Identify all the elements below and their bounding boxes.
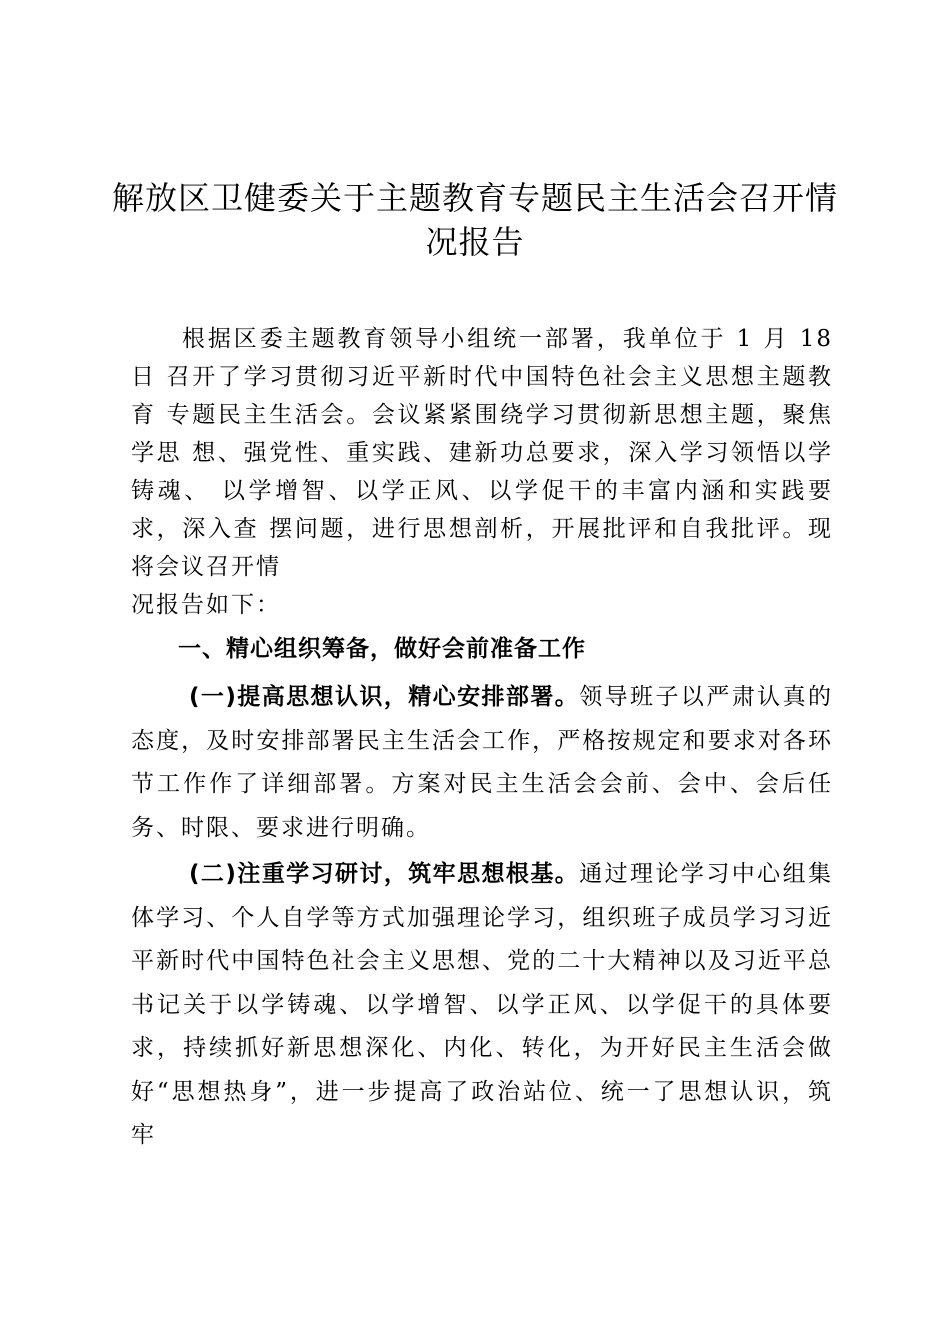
document-title: 解放区卫健委关于主题教育专题民主生活会召开情况报告 (111, 179, 838, 261)
item-1-paragraph (131, 676, 833, 850)
item-2-title: (二)注重学习研讨，筑牢思想根基。 (189, 861, 580, 887)
item-2-paragraph (131, 853, 833, 1158)
section-heading-1: 一、精心组织筹备，做好会前准备工作 (178, 636, 586, 662)
item-2-body: 通过理论学习中心组集体学习、个人自学等方式加强理论学习，组织班子成员学习习近平新时代中国特色社会主义思想、党的二十大精神以及习近平总书记关于以学铸魂、以学增智、以学正风、以学促干的具体要求，持续抓好新思想深化、内化、转化，为开好民主生活会做好“思想热身”，进一步提高了政治站位、统一了思想认识，筑牢 (131, 861, 833, 1148)
intro-text: 根据区委主题教育领导小组统一部署，我单位于 1 月 18 日 召开了学习贯彻习近平新时代中国特色社会主义思想主题教育 专题民主生活会。会议紧紧围绕学习贯彻新思想主题，聚焦学思 想、强党性、重实践、建新功总要求，深入学习领悟以学铸魂、 以学增智、以学正风、以学促干的丰富内涵和实践要求，深入查 摆问题，进行思想剖析，开展批评和自我批评。现将会议召开情 (131, 326, 833, 580)
item-1-body: 领导班子以严肃认真的态度，及时安排部署民主生活会工作，严格按规定和要求对各环节工作作了详细部署。方案对民主生活会会前、会中、会后任务、时限、要求进行明确。 (131, 684, 833, 841)
item-1-title: (一)提高思想认识，精心安排部署。 (189, 684, 580, 710)
intro-paragraph-tail: 况报告如下： (131, 592, 281, 618)
intro-paragraph (131, 320, 833, 586)
